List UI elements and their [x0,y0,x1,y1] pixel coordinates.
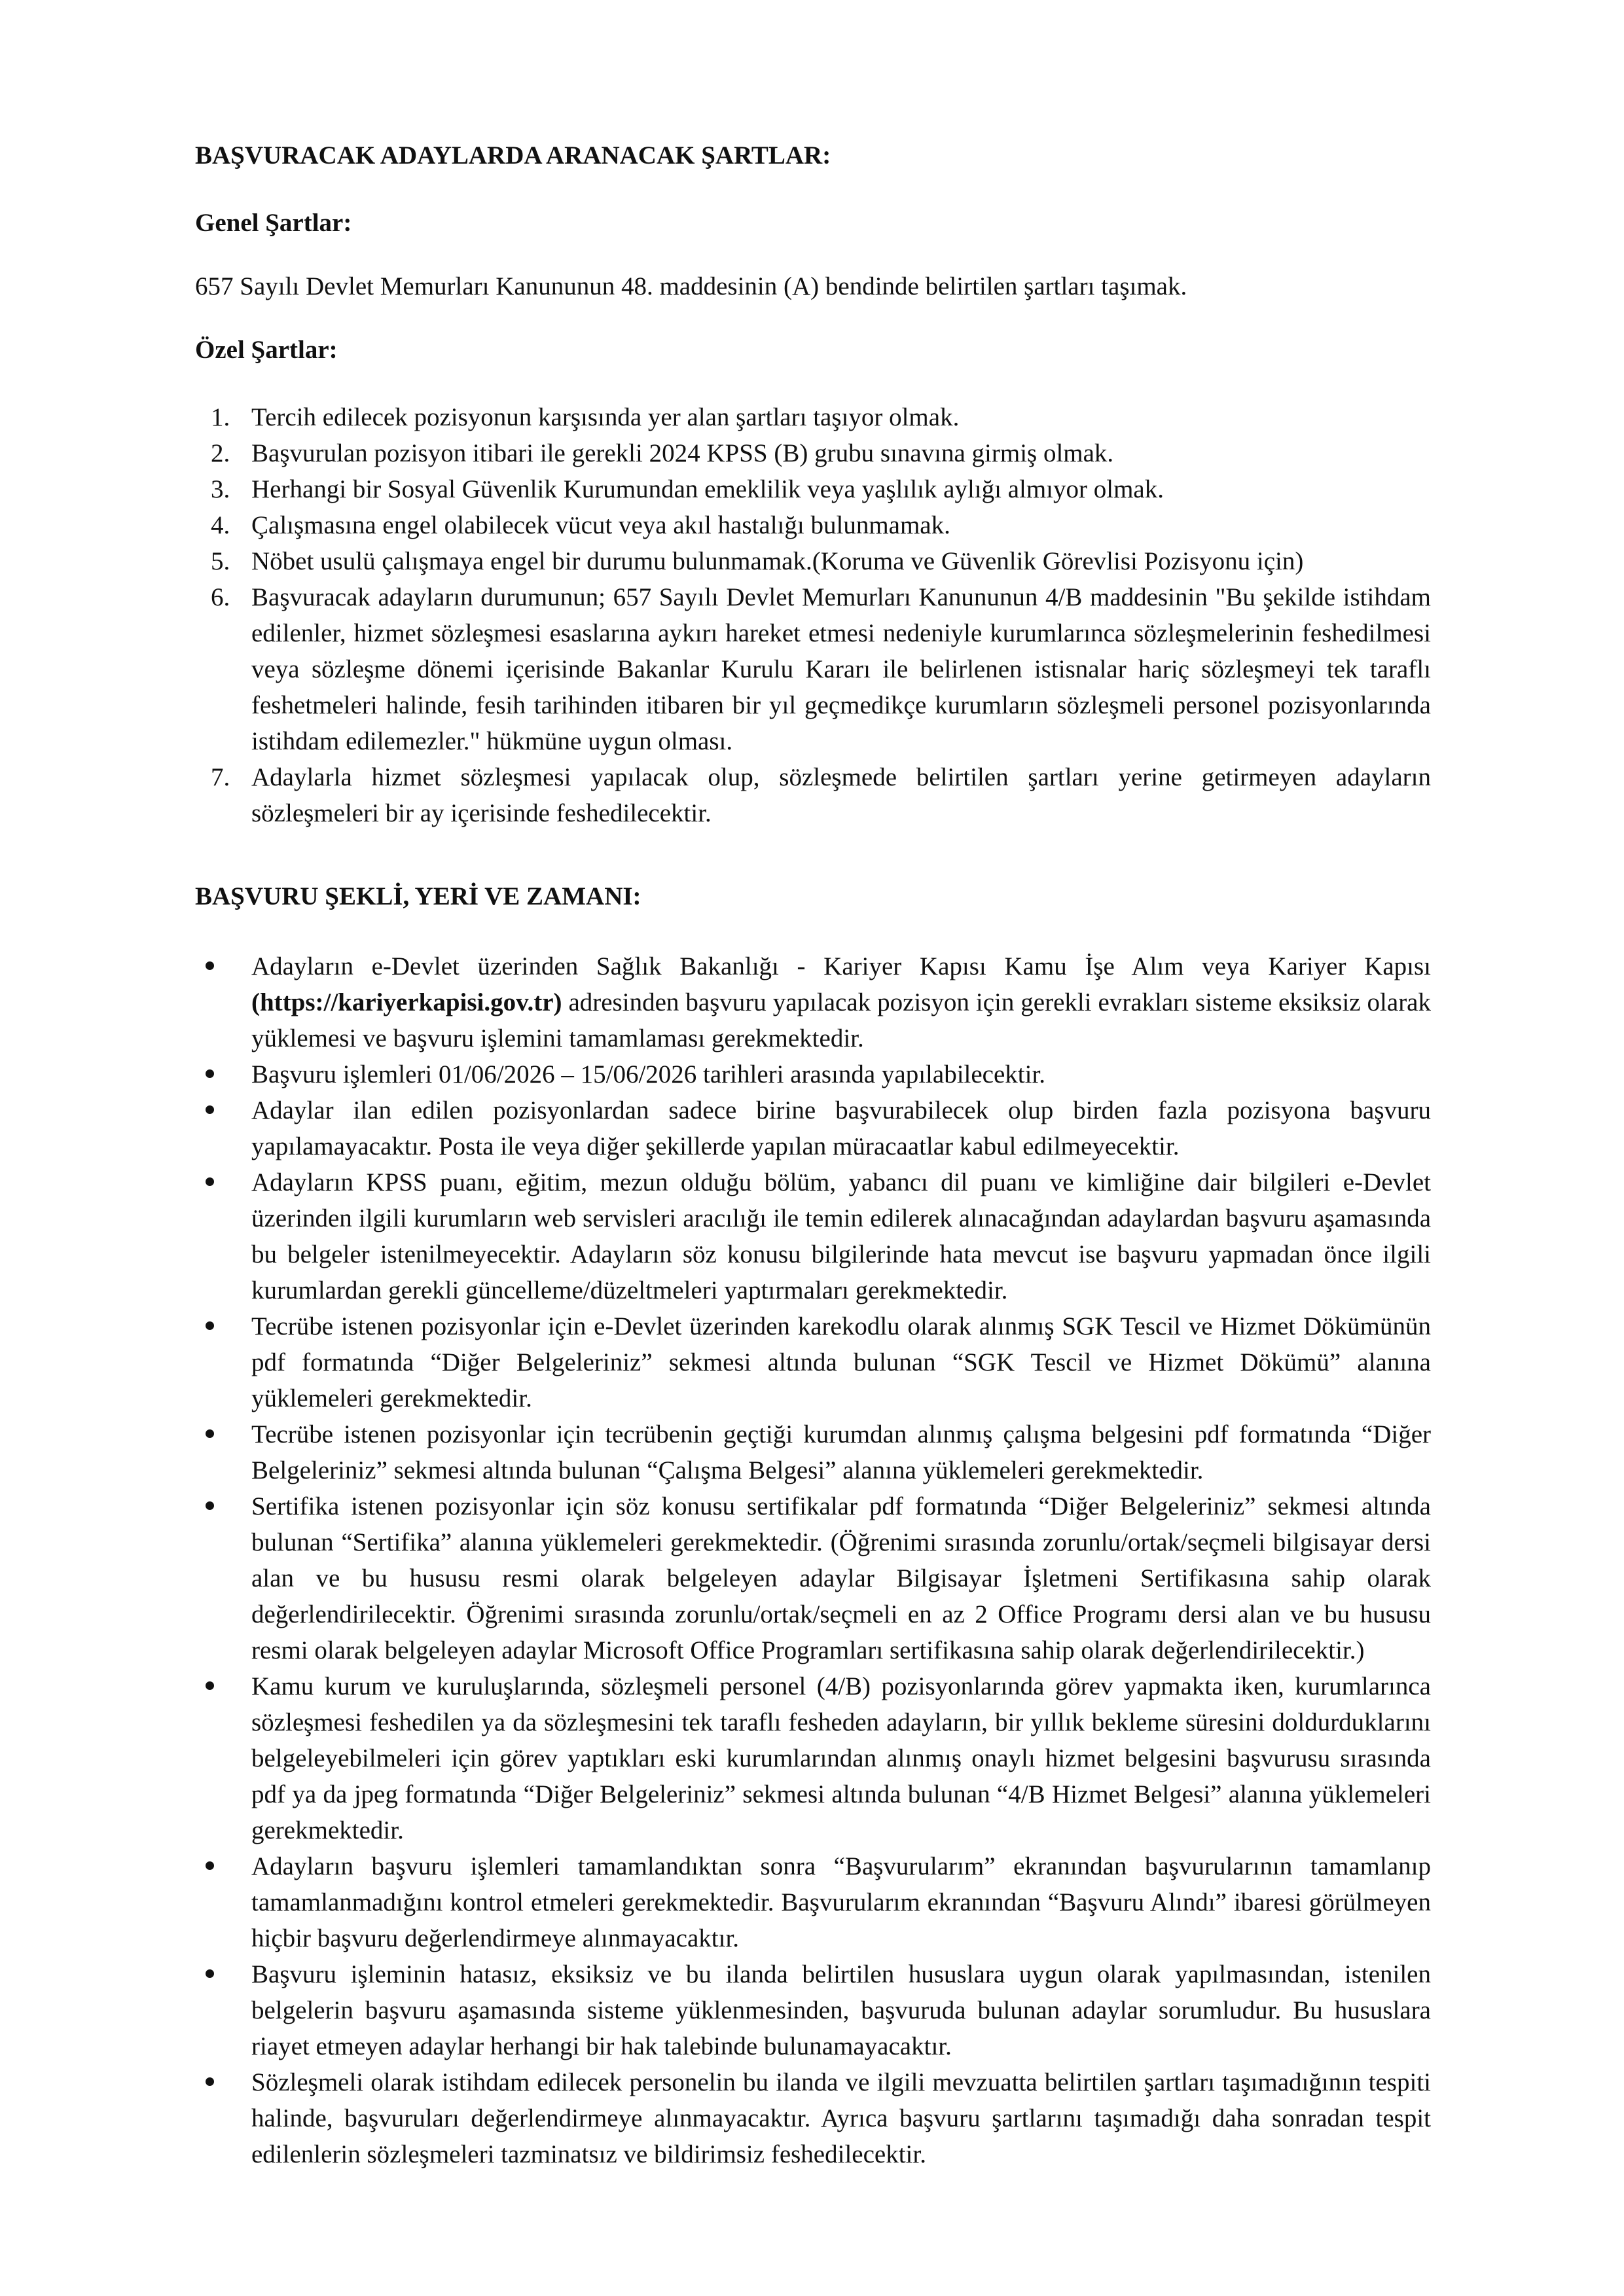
bullet-icon [206,1501,214,1510]
bullet-icon [206,1105,214,1114]
application-heading: BAŞVURU ŞEKLİ, YERİ VE ZAMANI: [195,882,641,910]
special-conditions-list [195,399,1431,831]
list-item [195,435,1431,471]
list-item [195,471,1431,507]
bullet-item [195,1668,1431,1848]
bullet-item [195,1488,1431,1668]
list-item [195,399,1431,435]
general-conditions-text: 657 Sayılı Devlet Memurları Kanununun 48. maddesinin (A) bendinde belirtilen şartları taşımak. [195,272,1187,300]
bullet-icon [206,1321,214,1330]
bullet-text: Sözleşmeli olarak istihdam edilecek personelin bu ilanda ve ilgili mevzuatta belirtilen şartları taşımadığının tespiti halinde, başvuruları değerlendirmeye alınmayacaktır. Ayrıca başvuru şartlarını taşımadığı daha sonradan tespit edilenlerin sözleşmeleri tazminatsız ve bildirimsiz feshedilecektir. [251,2068,1431,2168]
bullet-item [195,1308,1431,1416]
item-text: Tercih edilecek pozisyonun karşısında yer alan şartları taşıyor olmak. [251,403,960,431]
item-text: Başvurulan pozisyon itibari ile gerekli 2024 KPSS (B) grubu sınavına girmiş olmak. [251,439,1114,467]
bullet-text: Kamu kurum ve kuruluşlarında, sözleşmeli personel (4/B) pozisyonlarında görev yapmakta iken, kurumlarınca sözleşmesi feshedilen ya da sözleşmesini tek taraflı fesheden adayların, bir yıllık bekleme süresini doldurduklarını belgeleyebilmeleri için görev yaptıkları eski kurumlarından alınmış onaylı hizmet belgesini başvurusu sırasında pdf ya da jpeg formatında “Diğer Belgeleriniz” sekmesi altında bulunan “4/B Hizmet Belgesi” alanına yüklemeleri gerekmektedir. [251,1672,1431,1844]
bullet-icon [206,1861,214,1870]
bullet-text: Başvuru işleminin hatasız, eksiksiz ve bu ilanda belirtilen hususlara uygun olarak yapılmasından, istenilen belgelerin başvuru aşamasında sisteme yüklenmesinden, başvuruda bulunan adaylar sorumludur. Bu hususlara riayet etmeyen adaylar herhangi bir hak talebinde bulunamayacaktır. [251,1960,1431,2060]
bullet-icon [206,2077,214,2086]
bullet-text: Tecrübe istenen pozisyonlar için tecrübenin geçtiği kurumdan alınmış çalışma belgesini pdf formatında “Diğer Belgeleriniz” sekmesi altında bulunan “Çalışma Belgesi” alanına yüklemeleri gerekmektedir. [251,1420,1431,1484]
bullet-text: Adayların e-Devlet üzerinden Sağlık Bakanlığı - Kariyer Kapısı Kamu İşe Alım veya Kariyer Kapısı [251,952,1431,980]
item-number: 2. [211,439,230,467]
list-item [195,507,1431,543]
bullet-text: Adayların KPSS puanı, eğitim, mezun olduğu bölüm, yabancı dil puanı ve kimliğine dair bilgileri e-Devlet üzerinden ilgili kurumların web servisleri aracılığı ile temin edilerek alınacağından adaylardan başvuru aşamasında bu belgeler istenilmeyecektir. Adayların söz konusu bilgilerinde hata mevcut ise başvuru yapmadan önce ilgili kurumlardan gerekli güncelleme/düzeltmeleri yaptırmaları gerekmektedir. [251,1168,1431,1304]
bullet-item [195,1416,1431,1488]
bullet-item [195,1092,1431,1164]
list-item [195,759,1431,831]
item-text: Adaylarla hizmet sözleşmesi yapılacak olup, sözleşmede belirtilen şartları yerine getirmeyen adayların sözleşmeleri bir ay içerisinde feshedilecektir. [251,763,1431,827]
bullet-icon [206,1177,214,1186]
bullet-icon [206,961,214,970]
item-number: 3. [211,475,230,503]
bullet-item [195,1056,1431,1092]
bullet-text: Sertifika istenen pozisyonlar için söz konusu sertifikalar pdf formatında “Diğer Belgeleriniz” sekmesi altında bulunan “Sertifika” alanına yüklemeleri gerekmektedir. (Öğrenimi sırasında zorunlu/ortak/seçmeli bilgisayar dersi alan ve bu hususu resmi olarak belgeleyen adaylar Bilgisayar İşletmeni Sertifikasına sahip olarak değerlendirilecektir. Öğrenimi sırasında zorunlu/ortak/seçmeli en az 2 Office Programı dersi alan ve bu hususu resmi olarak belgeleyen adaylar Microsoft Office Programları sertifikasına sahip olarak değerlendirilecektir.) [251,1492,1431,1664]
bullet-icon [206,1969,214,1978]
item-number: 1. [211,403,230,431]
item-text: Çalışmasına engel olabilecek vücut veya akıl hastalığı bulunmamak. [251,511,950,539]
general-conditions-heading: Genel Şartlar: [195,209,352,237]
item-number: 6. [211,583,230,611]
bullet-text: Başvuru işlemleri 01/06/2026 – 15/06/2026 tarihleri arasında yapılabilecektir. [251,1060,1046,1088]
item-text: Başvuracak adayların durumunun; 657 Sayılı Devlet Memurları Kanununun 4/B maddesinin "Bu şekilde istihdam edilenler, hizmet sözleşmesi esaslarına aykırı hareket etmesi nedeniyle kurumlarınca sözleşmelerinin feshedilmesi veya sözleşme dönemi içerisinde Bakanlar Kurulu Kararı ile belirlenen istisnalar hariç sözleşmeyi tek taraflı feshetmeleri halinde, fesih tarihinden itibaren bir yıl geçmedikçe kurumların sözleşmeli personel pozisyonlarında istihdam edilemezler." hükmüne uygun olması. [251,583,1431,755]
item-number: 7. [211,763,230,791]
special-conditions-heading: Özel Şartlar: [195,336,338,364]
item-number: 4. [211,511,230,539]
list-item [195,543,1431,579]
item-text: Nöbet usulü çalışmaya engel bir durumu bulunmamak.(Koruma ve Güvenlik Görevlisi Pozisyonu için) [251,547,1304,575]
item-number: 5. [211,547,230,575]
item-text: Herhangi bir Sosyal Güvenlik Kurumundan emeklilik veya yaşlılık aylığı almıyor olmak. [251,475,1164,503]
bullet-item [195,1848,1431,1956]
bullet-text: adresinden başvuru yapılacak pozisyon için gerekli evrakları sisteme eksiksiz olarak yüklemesi ve başvuru işlemini tamamlaması gerekmektedir. [251,988,1431,1052]
bullet-item [195,2064,1431,2172]
bullet-text: Adaylar ilan edilen pozisyonlardan sadece birine başvurabilecek olup birden fazla pozisyona başvuru yapılamayacaktır. Posta ile veya diğer şekillerde yapılan müracaatlar kabul edilmeyecektir. [251,1096,1431,1160]
document-page [195,137,1431,2172]
bullet-icon [206,1429,214,1438]
bullet-text: Adayların başvuru işlemleri tamamlandıktan sonra “Başvurularım” ekranından başvurularının tamamlanıp tamamlanmadığını kontrol etmeleri gerekmektedir. Başvurularım ekranından “Başvuru Alındı” ibaresi görülmeyen hiçbir başvuru değerlendirmeye alınmayacaktır. [251,1852,1431,1952]
bullet-icon [206,1681,214,1690]
application-bullet-list [195,948,1431,2172]
bullet-item [195,948,1431,1056]
main-heading: BAŞVURACAK ADAYLARDA ARANACAK ŞARTLAR: [195,141,831,170]
bullet-text: Tecrübe istenen pozisyonlar için e-Devlet üzerinden karekodlu olarak alınmış SGK Tescil ve Hizmet Dökümünün pdf formatında “Diğer Belgeleriniz” sekmesi altında bulunan “SGK Tescil ve Hizmet Dökümü” alanına yüklemeleri gerekmektedir. [251,1312,1431,1412]
bullet-item [195,1956,1431,2064]
bullet-item [195,1164,1431,1308]
list-item [195,579,1431,759]
bullet-icon [206,1069,214,1078]
kariyerkapisi-link[interactable]: (https://kariyerkapisi.gov.tr) [251,988,562,1016]
